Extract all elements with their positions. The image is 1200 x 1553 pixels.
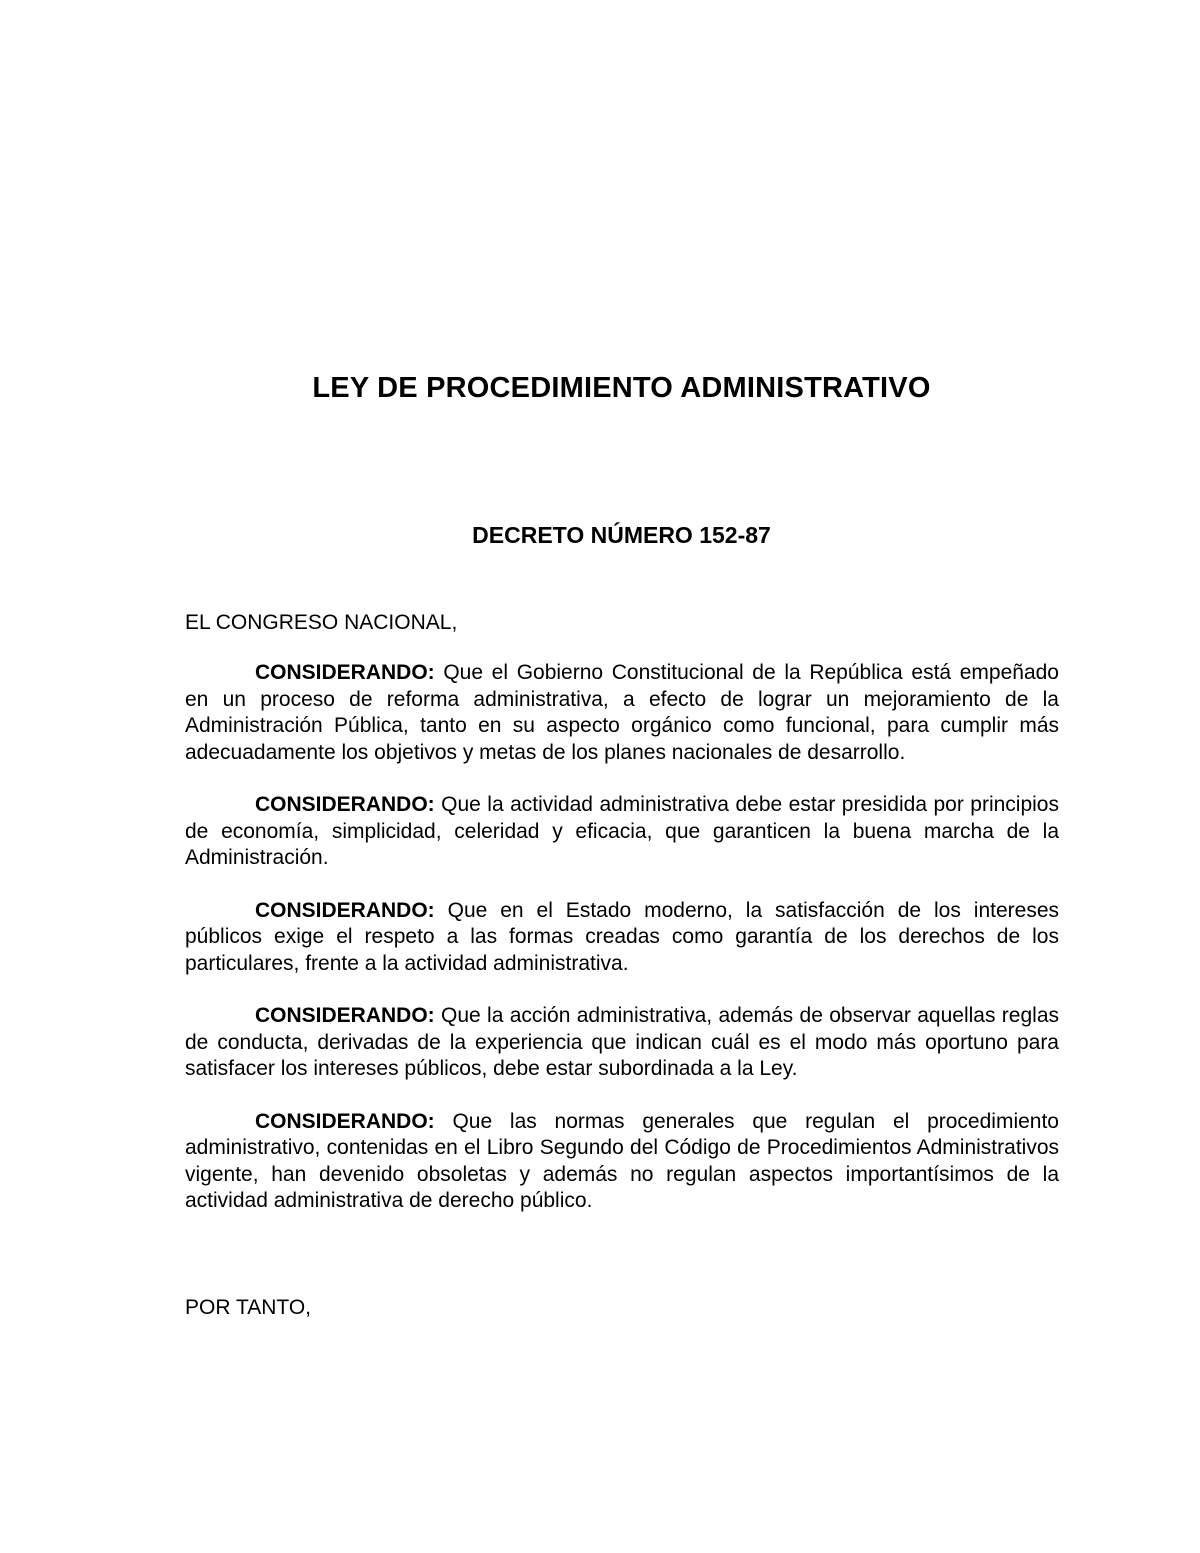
document-title: LEY DE PROCEDIMIENTO ADMINISTRATIVO xyxy=(312,372,931,404)
considerando-paragraph xyxy=(185,898,1059,978)
considerando-paragraph xyxy=(185,1109,1059,1215)
issuer-line: EL CONGRESO NACIONAL, xyxy=(185,611,458,634)
closing-line: POR TANTO, xyxy=(185,1296,312,1319)
considerando-label: CONSIDERANDO: xyxy=(255,898,435,922)
considerando-text: Que en el Estado moderno, la satisfacción de los intereses públicos exige el respeto a las formas creadas como garantía de los derechos de los particulares, frente a la actividad administrativa. xyxy=(185,898,1059,975)
considerando-label: CONSIDERANDO: xyxy=(255,793,435,816)
considerando-text: Que la acción administrativa, además de observar aquellas reglas de conducta, derivadas de la experiencia que indican cuál es el modo más oportuno para satisfacer los intereses públicos, debe estar subordinada a la Ley. xyxy=(185,1004,1059,1080)
considerando-label: CONSIDERANDO: xyxy=(255,1109,435,1133)
considerando-paragraph xyxy=(185,1003,1059,1083)
considerando-paragraph xyxy=(185,660,1059,766)
considerando-text: Que el Gobierno Constitucional de la República está empeñado en un proceso de reforma administrativa, a efecto de lograr un mejoramiento de la Administración Pública, tanto en su aspecto orgánico como funcional, para cumplir más adecuadamente los objetivos y metas de los planes nacionales de desarrollo. xyxy=(185,661,1059,764)
considerando-text: Que la actividad administrativa debe estar presidida por principios de economía, simplicidad, celeridad y eficacia, que garanticen la buena marcha de la Administración. xyxy=(185,793,1059,869)
decree-number: DECRETO NÚMERO 152-87 xyxy=(472,522,771,548)
considerando-label: CONSIDERANDO: xyxy=(255,661,435,684)
considerando-label: CONSIDERANDO: xyxy=(255,1004,435,1027)
considerando-paragraph xyxy=(185,792,1059,872)
considerandos-section xyxy=(185,660,1059,1241)
considerando-text: Que las normas generales que regulan el procedimiento administrativo, contenidas en el Libro Segundo del Código de Procedimientos Administrativos vigente, han devenido obsoletas y además no regulan aspectos importantísimos de la actividad administrativa de derecho público. xyxy=(185,1109,1059,1212)
